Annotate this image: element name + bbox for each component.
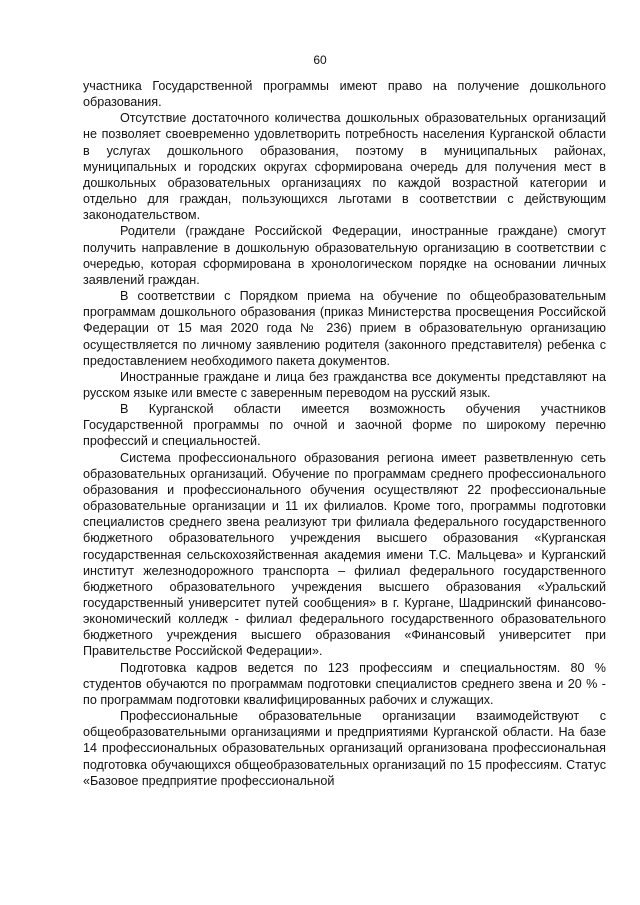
paragraph: В Курганской области имеется возможность обучения участников Государственной программы по очной и заочной форме по широкому перечню профессий и специальностей.	[83, 402, 606, 449]
document-body	[83, 78, 606, 789]
paragraph: Отсутствие достаточного количества дошкольных образовательных организаций не позволяет своевременно удовлетворить потребность населения Курганской области в услугах дошкольного образования, поэтому в муниципальных районах, муниципальных и городских округах сформирована очередь для получения мест в дошкольных образовательных организациях по каждой возрастной категории и отдельно для граждан, пользующихся льготами в соответствии с действующим законодательством.	[83, 111, 606, 223]
paragraph: Подготовка кадров ведется по 123 профессиям и специальностям. 80 % студентов обучаются по программам подготовки специалистов среднего звена и 20 % - по программам подготовки квалифицированных рабочих и служащих.	[83, 660, 606, 707]
paragraph: Профессиональные образовательные организации взаимодействуют с общеобразовательными организациями и предприятиями Курганской области. На базе 14 профессиональных образовательных организаций организована профессиональная подготовка обучающихся общеобразовательных организаций по 15 профессиям. Статус «Базовое предприятие профессиональной	[83, 709, 606, 788]
paragraph: Родители (граждане Российской Федерации, иностранные граждане) смогут получить направление в дошкольную образовательную организацию в соответствии с очередью, которая сформирована в хронологическом порядке на основании личных заявлений граждан.	[83, 224, 606, 287]
paragraph: Иностранные граждане и лица без гражданства все документы представляют на русском языке или вместе с заверенным переводом на русский язык.	[83, 369, 606, 400]
paragraph: участника Государственной программы имеют право на получение дошкольного образования.	[83, 79, 606, 110]
paragraph: Система профессионального образования региона имеет разветвленную сеть образовательных организаций. Обучение по программам среднего профессионального образования и профессионального обучения осуществляют 22 профессиональные образовательные организации и 11 их филиалов. Кроме того, программы подготовки специалистов среднего звена реализуют три филиала федерального государственного бюджетного образовательного учреждения высшего образования «Курганская государственная сельскохозяйственная академия имени Т.С. Мальцева» и Курганский институт железнодорожного транспорта – филиал федерального государственного бюджетного образовательного учреждения высшего образования «Уральский государственный университет путей сообщения» в г. Кургане, Шадринский финансово-экономический колледж - филиал федерального государственного образовательного бюджетного учреждения высшего образования «Финансовый университет при Правительстве Российской Федерации».	[83, 450, 606, 659]
paragraph: В соответствии с Порядком приема на обучение по общеобразовательным программам дошкольного образования (приказ Министерства просвещения Российской Федерации от 15 мая 2020 года № 236) прием в образовательную организацию осуществляется по личному заявлению родителя (законного представителя) ребенка с предоставлением необходимого пакета документов.	[83, 289, 606, 368]
page-number: 60	[313, 53, 327, 67]
